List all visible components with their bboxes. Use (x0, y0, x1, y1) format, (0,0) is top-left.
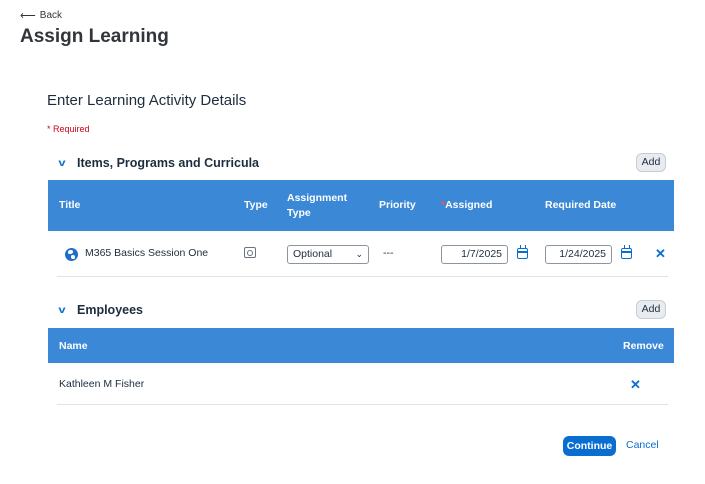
employees-section-header[interactable] (57, 303, 143, 317)
assignment-type-select[interactable] (287, 245, 369, 264)
col-assignment-type-line2: Type (287, 207, 311, 219)
col-title: Title (59, 199, 81, 211)
back-label: Back (39, 10, 63, 21)
cancel-link[interactable]: Cancel (626, 439, 659, 451)
col-type: Type (244, 199, 268, 211)
item-title: M365 Basics Session One (85, 247, 209, 259)
col-remove: Remove (623, 340, 664, 352)
col-priority: Priority (379, 199, 416, 211)
add-employees-button[interactable]: Add (636, 300, 666, 319)
globe-icon (65, 248, 78, 261)
chevron-down-icon[interactable]: v (58, 304, 66, 316)
employee-name: Kathleen M Fisher (59, 378, 145, 390)
employees-table-header (48, 328, 674, 363)
remove-item-icon[interactable]: ✕ (655, 246, 666, 261)
item-priority: --- (383, 247, 394, 259)
add-items-button[interactable]: Add (636, 153, 666, 172)
col-required-date: Required Date (545, 199, 617, 211)
required-date-input[interactable]: 1/24/2025 (545, 245, 612, 264)
online-course-icon (244, 247, 256, 258)
items-section-label: Items, Programs and Curricula (77, 156, 260, 170)
required-note: * Required (47, 124, 90, 134)
form-title: Enter Learning Activity Details (47, 92, 247, 109)
calendar-icon[interactable] (621, 248, 632, 259)
col-assignment-type-line1: Assignment (287, 192, 348, 204)
assignment-type-value: Optional (293, 248, 333, 260)
chevron-down-icon[interactable]: v (58, 157, 66, 169)
items-table-header (48, 180, 674, 231)
assigned-date-input[interactable]: 1/7/2025 (441, 245, 508, 264)
table-row (57, 233, 668, 277)
col-assigned (441, 198, 492, 212)
calendar-icon[interactable] (517, 248, 528, 259)
continue-button[interactable]: Continue (563, 436, 616, 456)
back-link[interactable] (20, 9, 62, 22)
table-row (57, 364, 668, 405)
required-star: * (441, 199, 446, 211)
remove-employee-icon[interactable]: ✕ (630, 377, 641, 392)
page-title: Assign Learning (20, 26, 169, 47)
items-section-header[interactable] (57, 156, 259, 170)
col-assigned-label: Assigned (445, 199, 493, 211)
col-name: Name (59, 340, 88, 352)
chevron-down-icon: ⌄ (355, 249, 363, 259)
arrow-left-icon: ⟵ (20, 10, 36, 22)
employees-section-label: Employees (77, 303, 144, 317)
